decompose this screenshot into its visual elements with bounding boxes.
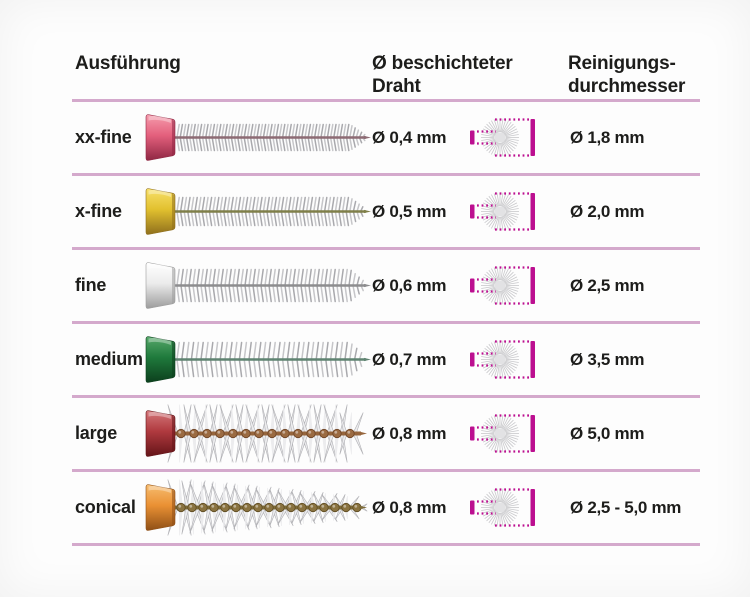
brush-illustration-svg xyxy=(145,398,372,469)
brush-illustration xyxy=(145,250,372,321)
wire-diameter-value: Ø 0,8 mm xyxy=(372,497,447,517)
cleaning-diameter-value: Ø 3,5 mm xyxy=(570,349,645,369)
column-header-execution-label: Ausführung xyxy=(75,53,181,74)
wire-diameter-value: Ø 0,6 mm xyxy=(372,275,447,295)
table-row-large xyxy=(72,398,700,472)
wire-diameter-value: Ø 0,7 mm xyxy=(372,349,447,369)
brush-illustration xyxy=(145,102,372,173)
brush-illustration-svg xyxy=(145,472,372,543)
row-label: xx-fine xyxy=(75,127,132,147)
brush-illustration-svg xyxy=(145,324,372,395)
table-row-medium xyxy=(72,324,700,398)
row-label: large xyxy=(75,423,118,443)
brush-illustration-svg xyxy=(145,176,372,247)
size-diagram xyxy=(469,250,568,321)
brush-illustration xyxy=(145,324,372,395)
size-diagram-svg xyxy=(469,250,568,321)
brush-illustration xyxy=(145,176,372,247)
cleaning-diameter-value: Ø 1,8 mm xyxy=(570,127,645,147)
row-label: medium xyxy=(75,349,143,369)
size-diagram xyxy=(469,176,568,247)
table-row-xx-fine xyxy=(72,102,700,176)
column-header-wire-line2: Draht xyxy=(372,76,421,97)
size-diagram-svg xyxy=(469,398,568,469)
column-header-wire-line1: Ø beschichteter xyxy=(372,53,513,74)
wire-diameter-value: Ø 0,8 mm xyxy=(372,423,447,443)
size-diagram-svg xyxy=(469,176,568,247)
size-diagram xyxy=(469,472,568,543)
column-header-cleaning-line2: durchmesser xyxy=(568,76,686,97)
table-row-fine xyxy=(72,250,700,324)
wire-diameter-value: Ø 0,5 mm xyxy=(372,201,447,221)
row-label: x-fine xyxy=(75,201,122,221)
size-diagram xyxy=(469,102,568,173)
row-label: fine xyxy=(75,275,107,295)
size-diagram xyxy=(469,324,568,395)
column-header-wire-diameter xyxy=(372,52,568,98)
brush-illustration-svg xyxy=(145,102,372,173)
column-header-cleaning-line1: Reinigungs- xyxy=(568,53,676,74)
size-diagram xyxy=(469,398,568,469)
wire-diameter-value: Ø 0,4 mm xyxy=(372,127,447,147)
table-row-x-fine xyxy=(72,176,700,250)
size-diagram-svg xyxy=(469,472,568,543)
cleaning-diameter-value: Ø 2,5 mm xyxy=(570,275,645,295)
brush-illustration-svg xyxy=(145,250,372,321)
cleaning-diameter-value: Ø 5,0 mm xyxy=(570,423,645,443)
cleaning-diameter-value: Ø 2,0 mm xyxy=(570,201,645,221)
brush-illustration xyxy=(145,398,372,469)
brush-illustration xyxy=(145,472,372,543)
column-header-cleaning-diameter xyxy=(568,52,700,98)
table-header-row xyxy=(72,4,700,102)
cleaning-diameter-value: Ø 2,5 - 5,0 mm xyxy=(570,497,682,517)
row-label: conical xyxy=(75,497,136,517)
column-header-execution xyxy=(72,52,372,75)
size-diagram-svg xyxy=(469,102,568,173)
size-diagram-svg xyxy=(469,324,568,395)
table-row-conical xyxy=(72,472,700,546)
size-table xyxy=(72,4,700,546)
